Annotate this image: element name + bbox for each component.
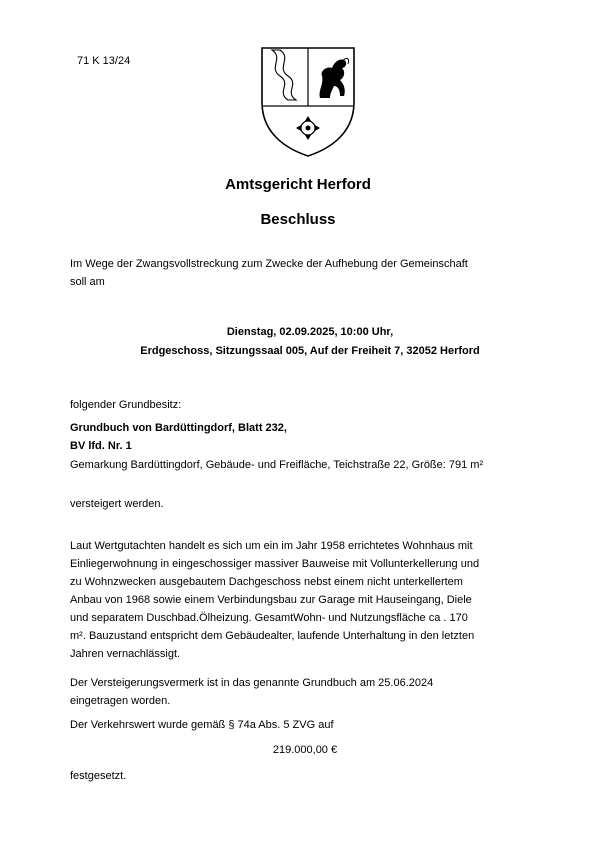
intro-paragraph: [70, 255, 540, 291]
description-line: Laut Wertgutachten handelt es sich um ein im Jahr 1958 errichtetes Wohnhaus mit: [70, 540, 473, 552]
registration-note: [70, 674, 540, 710]
intro-line: soll am: [70, 276, 105, 288]
market-value-intro: Der Verkehrswert wurde gemäß § 74a Abs. 5 ZVG auf: [70, 719, 334, 731]
document-title: Beschluss: [260, 211, 336, 228]
auction-note: versteigert werden.: [70, 498, 164, 510]
description-line: Anbau von 1968 sowie einem Verbindungsbau zur Garage mit Hauseingang, Diele: [70, 594, 472, 606]
description-line: und separatem Duschbad.Ölheizung. GesamtWohn- und Nutzungsfläche ca . 170: [70, 612, 468, 624]
closing-text: festgesetzt.: [70, 770, 127, 782]
auction-location: Erdgeschoss, Sitzungssaal 005, Auf der Freiheit 7, 32052 Herford: [140, 345, 480, 357]
description-line: zu Wohnzwecken ausgebautem Dachgeschoss nebst einem nicht unterkellertem: [70, 576, 463, 588]
valuation-description: [70, 537, 540, 663]
auction-date: Dienstag, 02.09.2025, 10:00 Uhr,: [226, 326, 394, 338]
court-name: Amtsgericht Herford: [225, 176, 371, 193]
registration-line: Der Versteigerungsvermerk ist in das genannte Grundbuch am 25.06.2024: [70, 677, 434, 689]
description-line: Einliegerwohnung in eingeschossiger massiver Bauweise mit Vollunterkellerung und: [70, 558, 480, 570]
intro-line: Im Wege der Zwangsvollstreckung zum Zwecke der Aufhebung der Gemeinschaft: [70, 258, 468, 270]
description-line: m². Bauzustand entspricht dem Gebäudealter, laufende Unterhaltung in den letzten: [70, 630, 475, 642]
file-number: 71 K 13/24: [77, 55, 131, 67]
parcel-description: Gemarkung Bardüttingdorf, Gebäude- und Freifläche, Teichstraße 22, Größe: 791 m²: [70, 459, 484, 471]
bv-number: BV lfd. Nr. 1: [70, 440, 132, 452]
property-label: folgender Grundbesitz:: [70, 399, 182, 411]
land-register: Grundbuch von Bardüttingdorf, Blatt 232,: [70, 422, 287, 434]
nrw-coat-of-arms-icon: [258, 44, 358, 158]
market-value: 219.000,00 €: [272, 744, 338, 756]
description-line: Jahren vernachlässigt.: [70, 648, 181, 660]
registration-line: eingetragen worden.: [70, 695, 171, 707]
